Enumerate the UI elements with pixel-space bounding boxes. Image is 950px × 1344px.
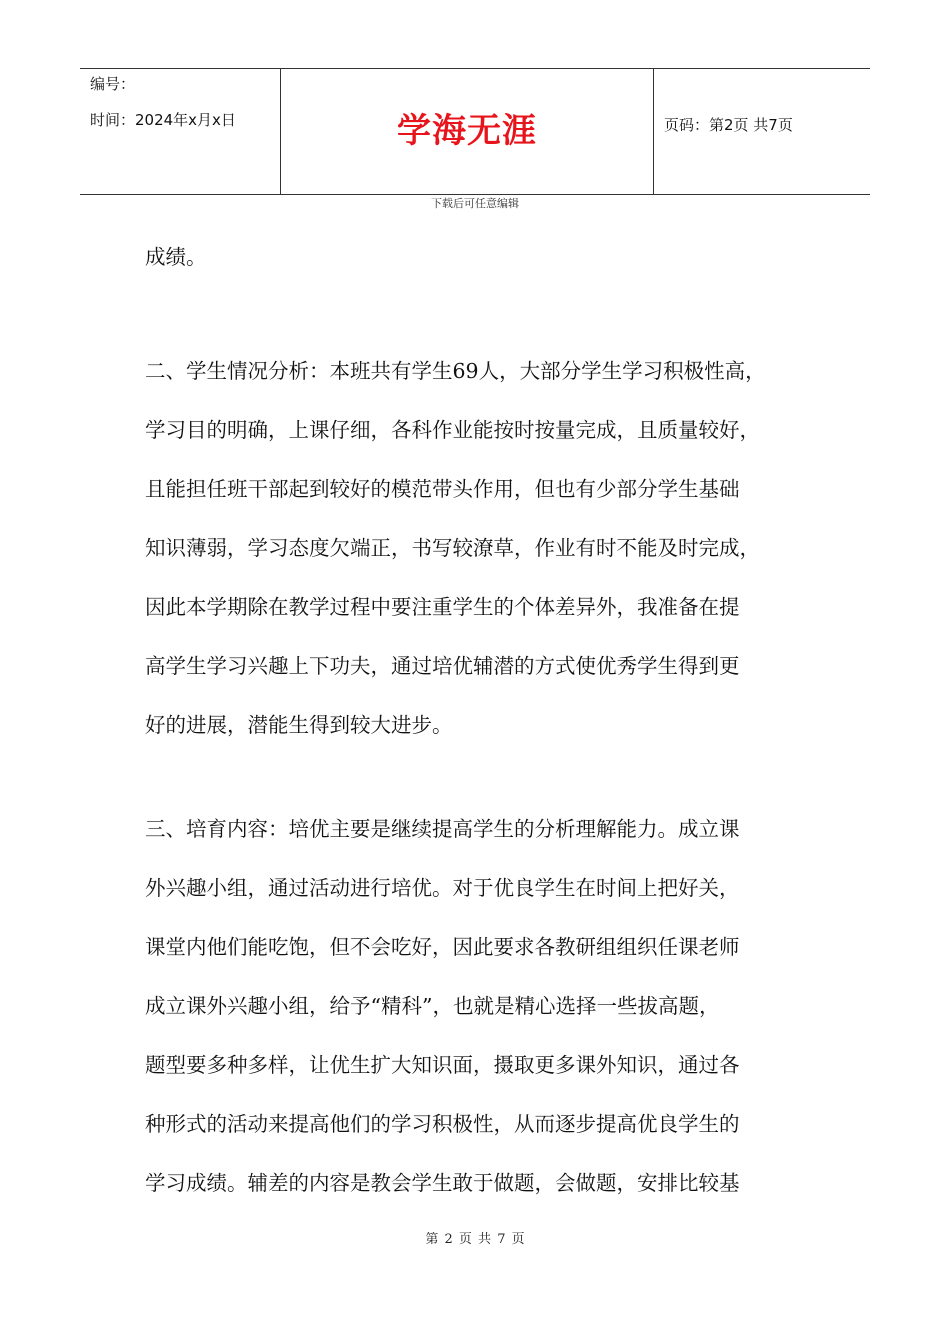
- page-number-label: 页码：第2页 共7页: [664, 116, 793, 134]
- header-page-cell: [654, 69, 870, 194]
- document-number-label: 编号：: [90, 75, 136, 93]
- brand-title: 学海无涯: [397, 111, 537, 151]
- text-line: 知识薄弱，学习态度欠端正，书写较潦草，作业有时不能及时完成，: [145, 536, 760, 560]
- text-line: 好的进展，潜能生得到较大进步。: [145, 713, 453, 737]
- text-line: 学习目的明确，上课仔细，各科作业能按时按量完成，且质量较好，: [145, 418, 760, 442]
- text-line: 三、培育内容：培优主要是继续提高学生的分析理解能力。成立课: [145, 817, 740, 841]
- text-line: 种形式的活动来提高他们的学习积极性，从而逐步提高优良学生的: [145, 1112, 740, 1136]
- text-line: 题型要多种多样，让优生扩大知识面，摄取更多课外知识，通过各: [145, 1053, 740, 1077]
- text-line: 二、学生情况分析：本班共有学生69人，大部分学生学习积极性高，: [145, 359, 766, 383]
- document-time-label: 时间：2024年x月x日: [90, 111, 236, 129]
- text-line: 成立课外兴趣小组，给予“精科”，也就是精心选择一些拔高题，: [145, 994, 720, 1018]
- document-header: [80, 68, 870, 195]
- editable-note: 下载后可任意编辑: [431, 197, 519, 210]
- text-line: 且能担任班干部起到较好的模范带头作用，但也有少部分学生基础: [145, 477, 740, 501]
- page-footer: 第 2 页 共 7 页: [425, 1232, 525, 1247]
- paragraph-student-analysis: [145, 342, 825, 755]
- text-line: 成绩。: [145, 245, 207, 269]
- header-info-cell: [80, 69, 281, 194]
- text-line: 高学生学习兴趣上下功夫，通过培优辅潜的方式使优秀学生得到更: [145, 654, 740, 678]
- text-line: 外兴趣小组，通过活动进行培优。对于优良学生在时间上把好关，: [145, 876, 740, 900]
- paragraph-training-content: [145, 800, 825, 1213]
- paragraph-0: [145, 228, 825, 287]
- header-brand-cell: [281, 69, 654, 194]
- text-line: 因此本学期除在教学过程中要注重学生的个体差异外，我准备在提: [145, 595, 740, 619]
- text-line: 课堂内他们能吃饱，但不会吃好，因此要求各教研组组织任课老师: [145, 935, 740, 959]
- text-line: 学习成绩。辅差的内容是教会学生敢于做题，会做题，安排比较基: [145, 1171, 740, 1195]
